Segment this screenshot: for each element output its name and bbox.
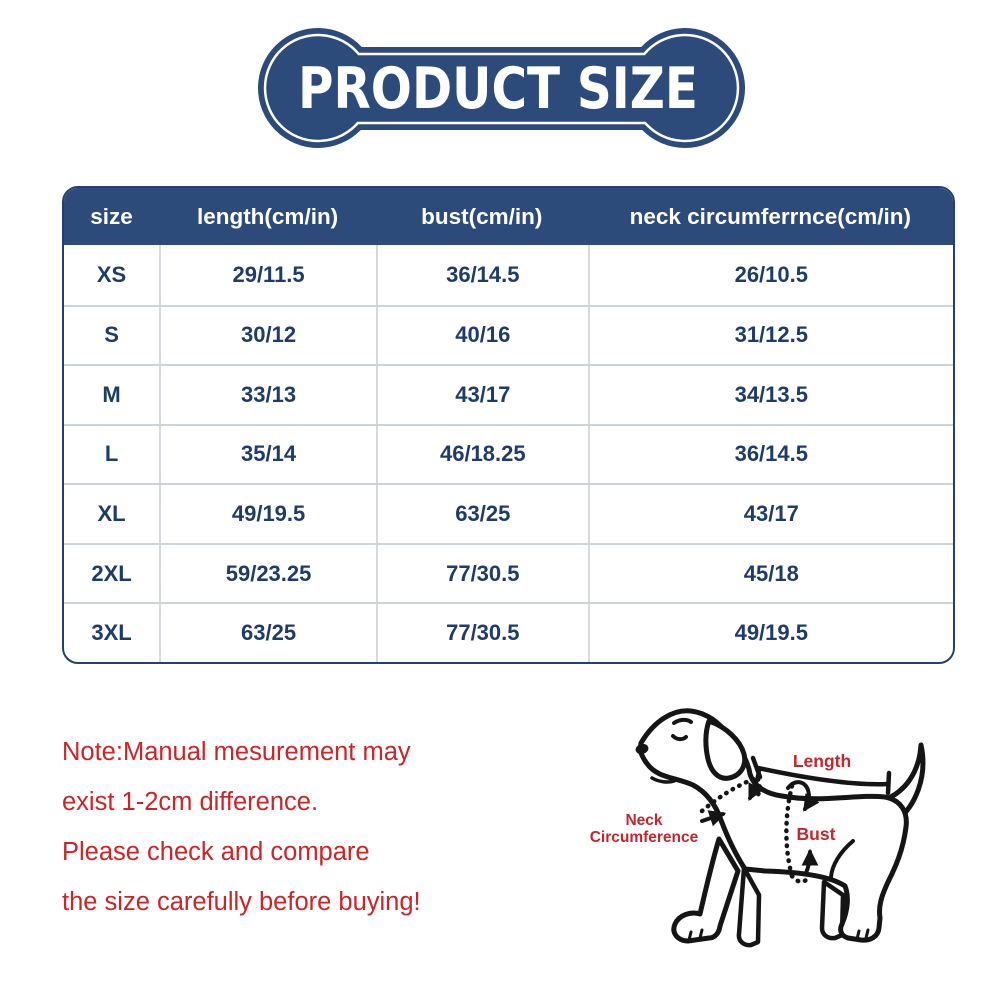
dog-body-outline <box>640 711 906 940</box>
value-cell: 49/19.5 <box>159 485 376 543</box>
banner-title: PRODUCT SIZE <box>298 56 698 122</box>
value-cell: 59/23.25 <box>159 545 376 603</box>
value-cell: 63/25 <box>159 604 376 662</box>
value-cell: 49/19.5 <box>588 604 953 662</box>
value-cell: 77/30.5 <box>376 604 588 662</box>
size-cell: S <box>104 322 119 348</box>
note-line: the size carefully before buying! <box>62 888 421 916</box>
value-cell: 36/14.5 <box>376 245 588 305</box>
value-cell: 43/17 <box>588 485 953 543</box>
size-cell: XS <box>96 261 127 287</box>
dog-front-leg <box>674 839 738 941</box>
table-row <box>64 364 953 424</box>
value-cell: 31/12.5 <box>588 307 953 365</box>
value-cell: 46/18.25 <box>376 426 588 484</box>
value-cell: 26/10.5 <box>588 245 953 305</box>
size-table <box>62 186 955 664</box>
column-header: bust(cm/in) <box>421 203 543 229</box>
value-cell: 63/25 <box>376 485 588 543</box>
value-cell: 45/18 <box>588 545 953 603</box>
note-line: Please check and compare <box>62 838 370 866</box>
table-row <box>64 305 953 365</box>
column-header: neck circumferrnce(cm/in) <box>629 203 911 229</box>
size-cell: L <box>104 441 119 467</box>
size-table-header <box>64 188 953 245</box>
note-line: Note:Manual mesurement may <box>62 738 411 766</box>
value-cell: 36/14.5 <box>588 426 953 484</box>
dog-far-front-leg <box>739 868 759 945</box>
table-row <box>64 602 953 662</box>
column-header: length(cm/in) <box>196 203 339 229</box>
bust-label: Bust <box>796 824 836 844</box>
value-cell: 33/13 <box>159 366 376 424</box>
size-table-body <box>64 245 953 662</box>
dog-measurement-diagram <box>560 690 1000 1000</box>
value-cell: 43/17 <box>376 366 588 424</box>
size-cell: M <box>102 381 121 407</box>
table-row <box>64 245 953 305</box>
measurement-note <box>62 727 421 927</box>
value-cell: 35/14 <box>159 426 376 484</box>
product-size-banner <box>253 25 748 160</box>
column-header: size <box>90 203 133 229</box>
neck-label-line1: Neck <box>625 812 663 829</box>
value-cell: 34/13.5 <box>588 366 953 424</box>
value-cell: 30/12 <box>159 307 376 365</box>
table-row <box>64 424 953 484</box>
value-cell: 29/11.5 <box>159 245 376 305</box>
length-label: Length <box>792 751 852 771</box>
size-cell: XL <box>97 501 126 527</box>
neck-label-line2: Circumference <box>589 829 699 846</box>
size-cell: 3XL <box>91 620 132 646</box>
dog-ear <box>706 721 745 778</box>
note-line: exist 1-2cm difference. <box>62 788 319 816</box>
table-row <box>64 483 953 543</box>
table-row <box>64 543 953 603</box>
size-cell: 2XL <box>91 560 132 586</box>
value-cell: 40/16 <box>376 307 588 365</box>
value-cell: 77/30.5 <box>376 545 588 603</box>
